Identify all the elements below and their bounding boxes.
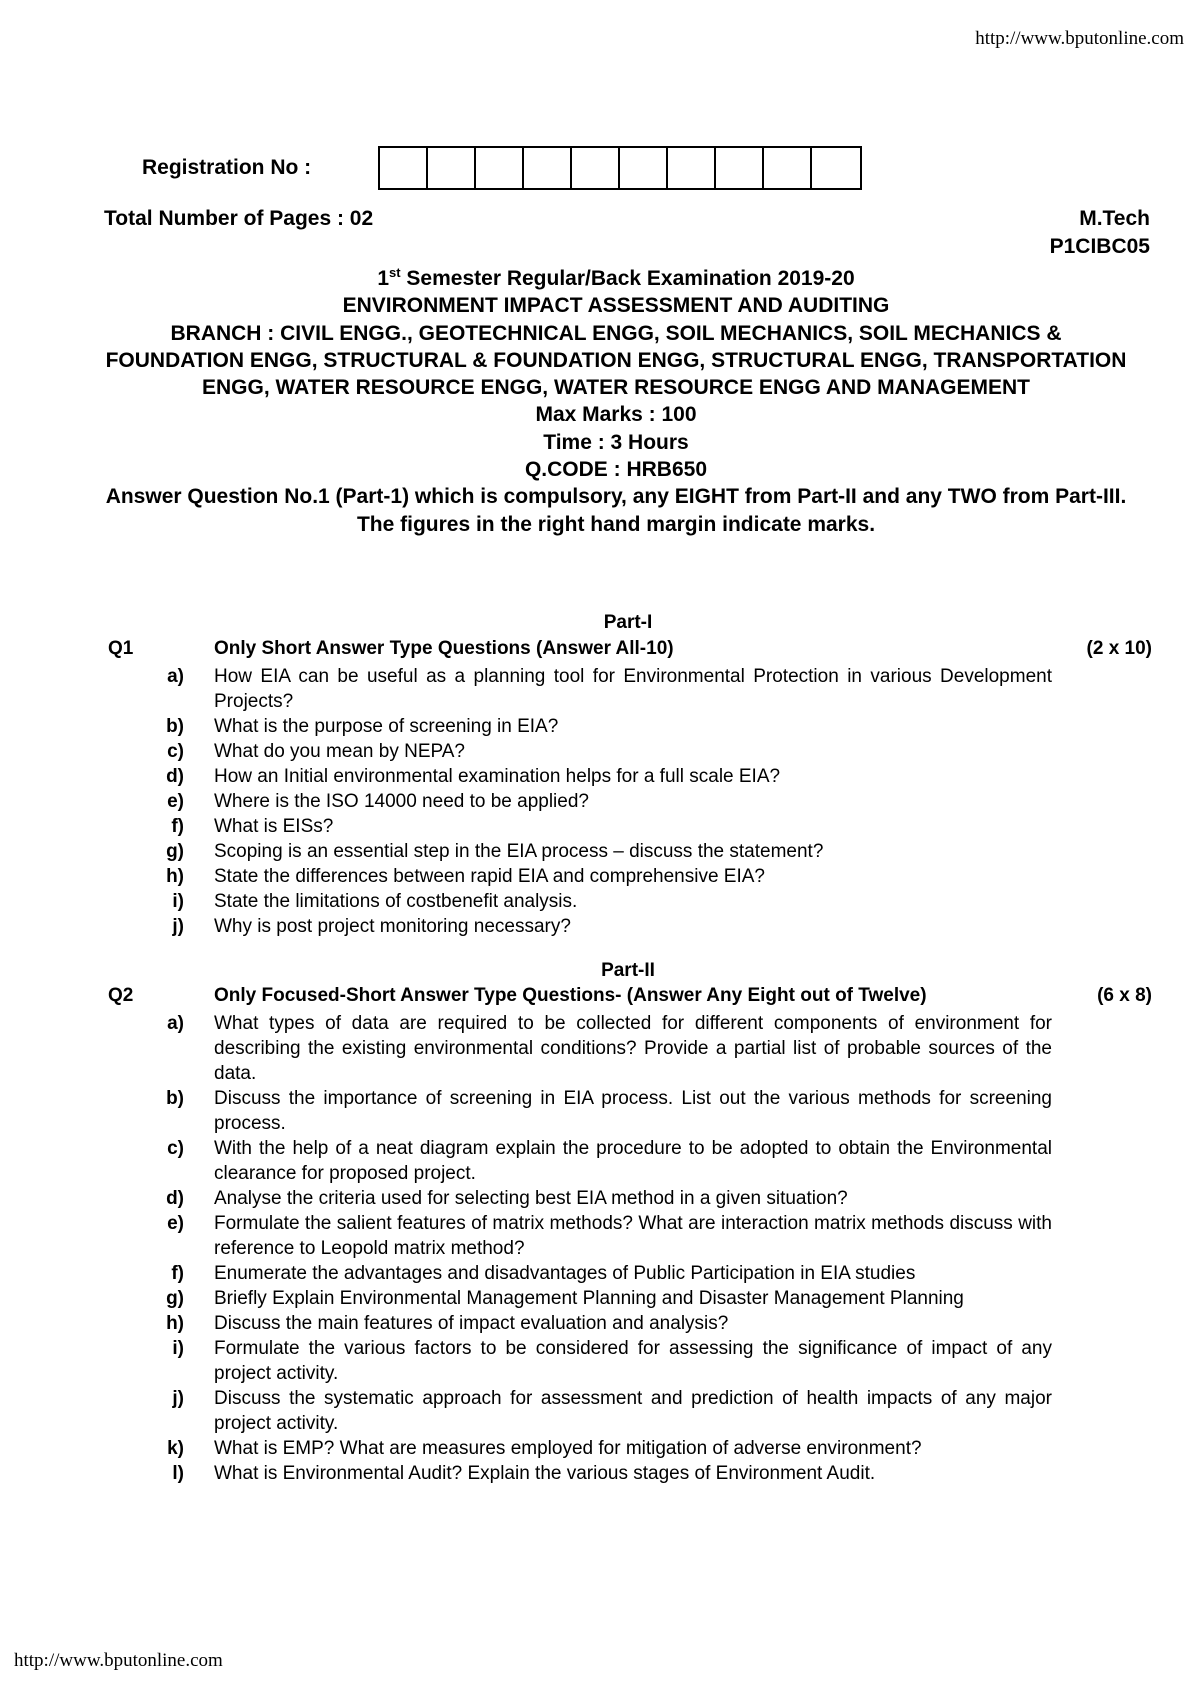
part2-title: Part-II: [601, 960, 655, 981]
registration-label: Registration No :: [142, 156, 312, 179]
q2-items: [0, 1011, 1200, 1486]
registration-digit-box[interactable]: [428, 148, 476, 188]
question-item-text: Analyse the criteria used for selecting best EIA method in a given situation?: [214, 1188, 848, 1209]
question-item-text: Formulate the various factors to be considered for assessing the significance of impact of any project activity.: [214, 1338, 1052, 1384]
header-url: http://www.bputonline.com: [975, 28, 1184, 49]
question-item: [0, 1011, 1200, 1086]
question-item: [0, 1286, 1200, 1311]
question-item-label: i): [172, 891, 184, 912]
question-item-label: j): [172, 1388, 184, 1409]
registration-digit-box[interactable]: [524, 148, 572, 188]
question-code: Q.CODE : HRB650: [524, 458, 708, 482]
question-item: [0, 789, 1200, 814]
q1-heading: Only Short Answer Type Questions (Answer All-10): [214, 638, 674, 659]
question-item-label: l): [172, 1463, 184, 1484]
question-item: [0, 664, 1200, 714]
question-item-label: b): [166, 1088, 184, 1109]
registration-digit-box[interactable]: [380, 148, 428, 188]
question-item-text: With the help of a neat diagram explain the procedure to be adopted to obtain the Environmental clearance for proposed project.: [214, 1138, 1052, 1184]
question-item-label: d): [166, 1188, 184, 1209]
registration-digit-box[interactable]: [668, 148, 716, 188]
question-item: [0, 1336, 1200, 1386]
exam-title: 1st Semester Regular/Back Examination 2019-20: [377, 265, 855, 290]
question-item: [0, 889, 1200, 914]
question-item-text: What do you mean by NEPA?: [214, 741, 465, 762]
question-item-label: g): [166, 841, 184, 862]
marks-note: The figures in the right hand margin indicate marks.: [356, 512, 876, 536]
question-item: [0, 764, 1200, 789]
question-item: [0, 1086, 1200, 1136]
question-item: [0, 1211, 1200, 1261]
question-item-text: Discuss the main features of impact evaluation and analysis?: [214, 1313, 729, 1334]
part1-title: Part-I: [603, 612, 653, 633]
q1-marks: (2 x 10): [1086, 638, 1152, 659]
question-item-label: a): [167, 666, 184, 687]
question-item-text: What types of data are required to be collected for different components of environment for describing the existing environmental conditions? Provide a partial list of probable sources of the data.: [214, 1013, 1052, 1084]
registration-boxes: [378, 146, 862, 190]
question-item: [0, 864, 1200, 889]
registration-digit-box[interactable]: [620, 148, 668, 188]
question-item: [0, 1461, 1200, 1486]
question-item-label: e): [167, 1213, 184, 1234]
degree: M.Tech: [1079, 207, 1150, 230]
question-item-text: What is the purpose of screening in EIA?: [214, 716, 559, 737]
question-item-label: j): [172, 916, 184, 937]
subject-title: ENVIRONMENT IMPACT ASSESSMENT AND AUDITING: [342, 294, 890, 318]
question-item-text: State the differences between rapid EIA and comprehensive EIA?: [214, 866, 765, 887]
registration-row: [142, 146, 862, 190]
question-item-label: g): [166, 1288, 184, 1309]
branch: BRANCH : CIVIL ENGG., GEOTECHNICAL ENGG, SOIL MECHANICS, SOIL MECHANICS & FOUNDATION ENGG, STRUCTURAL & FOUNDATION ENGG, STRUCTURAL ENGG, TRANSPORTATION ENGG, WATER RESOURCE ENGG, WATER RESOURCE ENGG AND MANAGEMENT: [105, 321, 1127, 400]
question-item-label: b): [166, 716, 184, 737]
question-item-label: c): [167, 741, 184, 762]
total-pages: Total Number of Pages : 02: [104, 207, 374, 230]
question-item-text: State the limitations of costbenefit analysis.: [214, 891, 578, 912]
question-item: [0, 714, 1200, 739]
registration-digit-box[interactable]: [572, 148, 620, 188]
footer-url: http://www.bputonline.com: [14, 1650, 223, 1671]
question-item-text: How an Initial environmental examination helps for a full scale EIA?: [214, 766, 781, 787]
question-item: [0, 1386, 1200, 1436]
question-item-label: i): [172, 1338, 184, 1359]
question-item: [0, 914, 1200, 939]
registration-digit-box[interactable]: [716, 148, 764, 188]
question-item-text: Where is the ISO 14000 need to be applied?: [214, 791, 589, 812]
question-item: [0, 839, 1200, 864]
exam-header: [100, 259, 1132, 538]
question-item: [0, 1436, 1200, 1461]
q1-items: [0, 664, 1200, 939]
question-item-label: e): [167, 791, 184, 812]
question-item: [0, 1261, 1200, 1286]
q2-number: Q2: [108, 985, 134, 1006]
question-item-label: c): [167, 1138, 184, 1159]
question-item-label: k): [167, 1438, 184, 1459]
question-item-text: How EIA can be useful as a planning tool for Environmental Protection in various Development Projects?: [214, 666, 1052, 712]
registration-digit-box[interactable]: [476, 148, 524, 188]
q2-marks: (6 x 8): [1097, 985, 1152, 1006]
question-item-text: Scoping is an essential step in the EIA process – discuss the statement?: [214, 841, 824, 862]
question-item: [0, 1186, 1200, 1211]
q1-number: Q1: [108, 638, 134, 659]
max-marks: Max Marks : 100: [535, 403, 697, 427]
question-item-text: What is EISs?: [214, 816, 334, 837]
question-item-text: Formulate the salient features of matrix methods? What are interaction matrix methods discuss with reference to Leopold matrix method?: [214, 1213, 1052, 1259]
instruction: Answer Question No.1 (Part-1) which is compulsory, any EIGHT from Part-II and any TWO from Part-III.: [105, 485, 1127, 509]
registration-digit-box[interactable]: [764, 148, 812, 188]
question-item-label: d): [166, 766, 184, 787]
question-item-label: f): [171, 816, 184, 837]
question-item-text: What is Environmental Audit? Explain the various stages of Environment Audit.: [214, 1463, 876, 1484]
question-item-label: a): [167, 1013, 184, 1034]
question-item-label: f): [171, 1263, 184, 1284]
question-item-label: h): [166, 866, 184, 887]
registration-digit-box[interactable]: [812, 148, 860, 188]
question-item-label: h): [166, 1313, 184, 1334]
subject-code: P1CIBC05: [1049, 235, 1150, 258]
question-item: [0, 1136, 1200, 1186]
question-item-text: Discuss the systematic approach for assessment and prediction of health impacts of any major project activity.: [214, 1388, 1052, 1434]
time: Time : 3 Hours: [543, 430, 689, 454]
question-item-text: Enumerate the advantages and disadvantages of Public Participation in EIA studies: [214, 1263, 916, 1284]
question-item: [0, 1311, 1200, 1336]
question-item: [0, 739, 1200, 764]
question-item-text: Briefly Explain Environmental Management Planning and Disaster Management Planning: [214, 1288, 964, 1309]
question-item-text: Why is post project monitoring necessary?: [214, 916, 571, 937]
q2-heading: Only Focused-Short Answer Type Questions- (Answer Any Eight out of Twelve): [214, 985, 927, 1006]
question-item: [0, 814, 1200, 839]
question-item-text: Discuss the importance of screening in EIA process. List out the various methods for screening process.: [214, 1088, 1052, 1134]
question-item-text: What is EMP? What are measures employed for mitigation of adverse environment?: [214, 1438, 922, 1459]
